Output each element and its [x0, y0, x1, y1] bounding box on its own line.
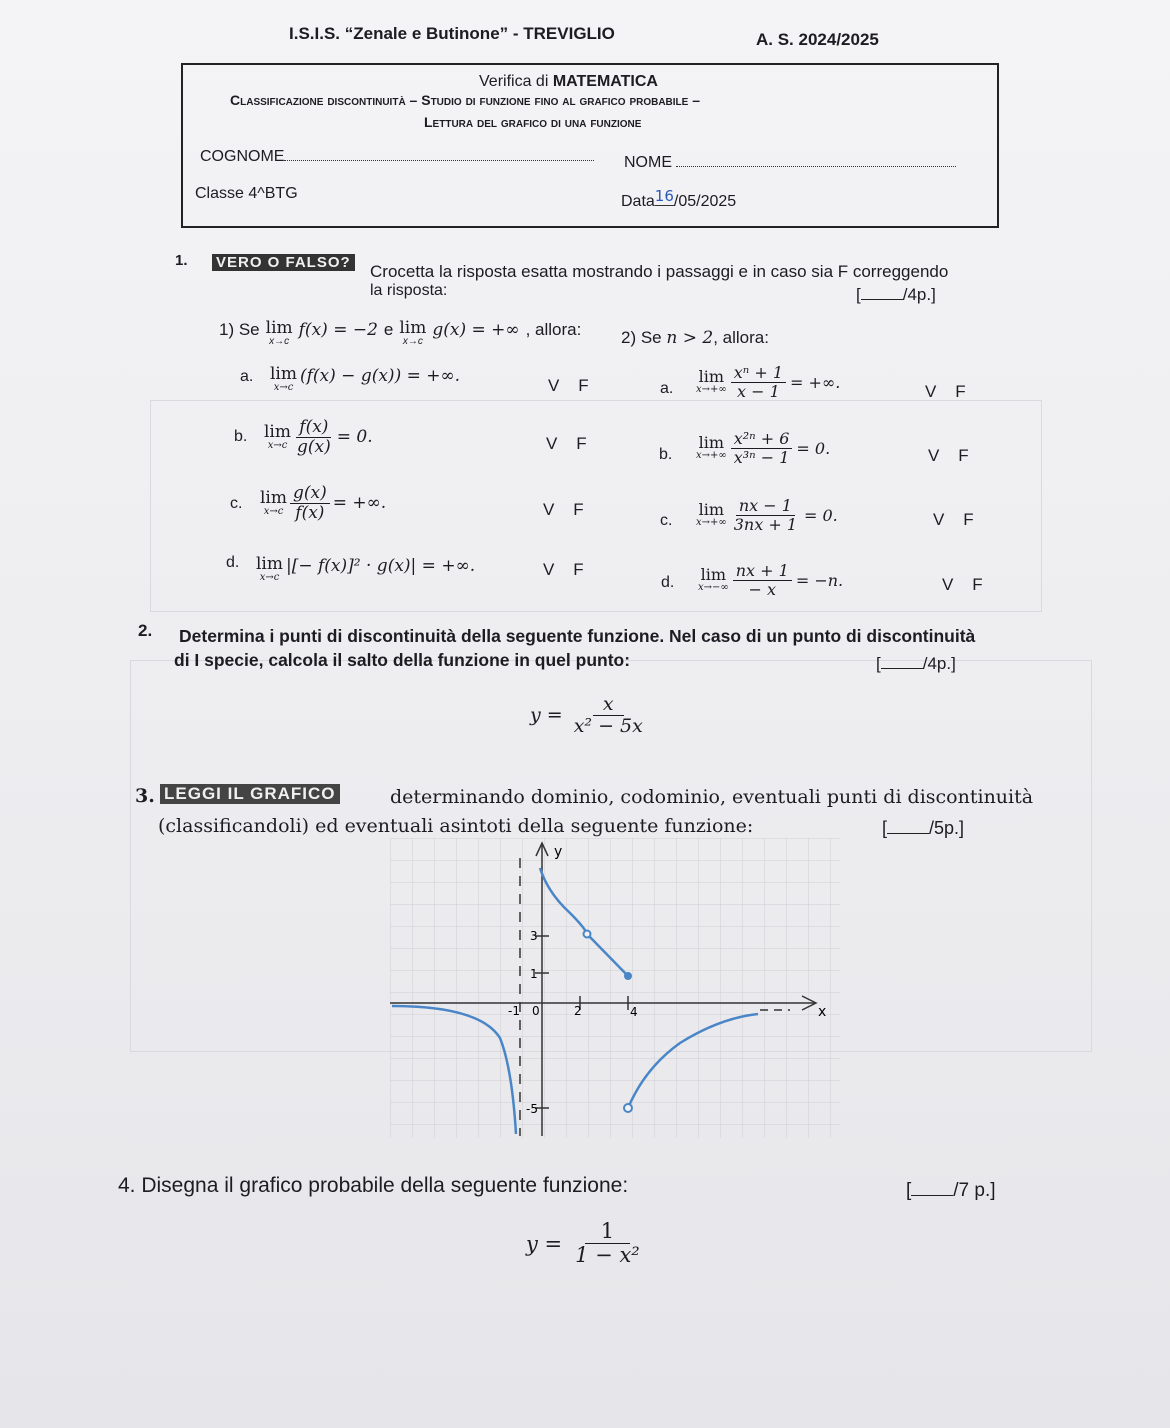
part2-intro: 2) Se n > 2, allora:	[621, 328, 769, 348]
test-subtitle-2: Lettura del grafico di una funzione	[424, 114, 642, 130]
q1-right-c-letter: c.	[660, 512, 673, 529]
q1-text-2: la risposta:	[370, 282, 448, 299]
q1-left-d-vf[interactable]: V F	[543, 560, 584, 579]
school-name: I.S.I.S. “Zenale e Butinone” - TREVIGLIO	[289, 24, 615, 43]
graph-grid	[390, 838, 840, 1138]
q1-left-c-letter: c.	[230, 495, 243, 512]
tick-label: 3	[530, 929, 538, 943]
q1-left-d-expr: lim x→c |[− f(x)]² · g(x)| = +∞.	[256, 554, 476, 583]
q1-right-a-letter: a.	[660, 380, 674, 397]
q1-text-1: Crocetta la risposta esatta mostrando i passaggi e in caso sia F correggendo	[370, 262, 949, 281]
q2-points: [ /4p.]	[876, 654, 956, 673]
q1-left-b-expr: lim x→c $\frac{f(x)}{g(x)}$ = 0.	[264, 417, 373, 457]
q2-function: y = $\frac{x}{\text{x² − 5x}}$	[530, 693, 643, 737]
x-axis-label: x	[818, 1004, 827, 1020]
tick-label: 2	[574, 1004, 582, 1018]
open-point	[584, 931, 591, 938]
open-point-bottom	[624, 1104, 632, 1112]
q3-points: [ /5p.]	[882, 818, 965, 838]
q2-text-2: di I specie, calcola il salto della funzione in quel punto:	[174, 650, 631, 670]
part1-intro: 1) Se lim x→c f(x) = −2 e lim x→c g(x) = +∞ , allora:	[219, 318, 582, 347]
q2-text-1: Determina i punti di discontinuità della seguente funzione. Nel caso di un punto di discontinuità	[179, 626, 976, 646]
q1-right-d-expr: lim x→−∞ $\frac{nx + 1}{- x}$ = −n.	[698, 561, 844, 599]
q1-right-b-expr: lim x→+∞ $\frac{\text{x²ⁿ + 6}}{\text{x³ⁿ − 1}}$ = 0.	[696, 429, 831, 467]
school-year: A. S. 2024/2025	[756, 30, 879, 49]
tick-label: 1	[530, 967, 538, 981]
q3-text-2: (classificandoli) ed eventuali asintoti della seguente funzione:	[158, 815, 754, 837]
q4-text: 4. Disegna il grafico probabile della seguente funzione:	[118, 1174, 629, 1197]
q2-number: 2.	[138, 621, 153, 640]
test-subtitle-1: Classificazione discontinuità – Studio di funzione fino al grafico probabile –	[230, 92, 701, 108]
q1-left-b-letter: b.	[234, 428, 248, 445]
q1-right-a-vf[interactable]: V F	[925, 382, 966, 401]
name-field[interactable]: NOME	[624, 152, 956, 172]
q1-left-c-vf[interactable]: V F	[543, 500, 584, 519]
q1-right-c-expr: lim x→+∞ $\frac{nx - 1}{3nx + 1}$ = 0.	[696, 496, 838, 534]
q1-points: [ /4p.]	[856, 285, 936, 304]
q4-function: y = $\frac{1}{\text{1 − x²}}$	[526, 1219, 640, 1268]
q1-left-d-letter: d.	[226, 554, 240, 571]
q1-right-d-vf[interactable]: V F	[942, 575, 983, 594]
tick-label: 0	[532, 1004, 540, 1018]
class-label: Classe 4^BTG	[195, 185, 298, 202]
q1-left-a-letter: a.	[240, 368, 254, 385]
q1-left-b-vf[interactable]: V F	[546, 434, 587, 453]
q1-number: 1.	[175, 252, 188, 269]
q1-right-d-letter: d.	[661, 574, 675, 591]
function-graph	[390, 838, 840, 1138]
test-title: Verifica di MATEMATICA	[479, 73, 658, 90]
q1-tag: VERO O FALSO?	[212, 254, 355, 271]
q1-left-a-vf[interactable]: V F	[548, 376, 589, 395]
q4-points: [ /7 p.]	[906, 1180, 996, 1201]
q1-right-b-vf[interactable]: V F	[928, 446, 969, 465]
q3-number: 3.	[135, 785, 155, 807]
tick-label: 4	[630, 1005, 638, 1019]
tick-label: -5	[526, 1102, 538, 1116]
q1-left-a-expr: lim x→c (f(x) − g(x)) = +∞.	[270, 364, 461, 393]
q3-tag: LEGGI IL GRAFICO	[160, 784, 340, 804]
surname-field[interactable]: COGNOME	[200, 146, 594, 166]
q1-right-b-letter: b.	[659, 446, 673, 463]
y-axis-label: y	[554, 844, 563, 860]
tick-label: -1	[508, 1004, 520, 1018]
q3-text-1: determinando dominio, codominio, eventuali punti di discontinuità	[390, 786, 1034, 808]
q1-right-c-vf[interactable]: V F	[933, 510, 974, 529]
q1-left-c-expr: lim x→c $\frac{g(x)}{f(x)}$ = +∞.	[260, 483, 387, 523]
q1-right-a-expr: lim x→+∞ $\frac{\text{xⁿ + 1}}{x - 1}$ = +∞.	[696, 363, 841, 401]
date-field: Data16/05/2025	[621, 187, 737, 210]
filled-point	[624, 972, 632, 980]
handwritten-date: 16	[654, 187, 674, 205]
